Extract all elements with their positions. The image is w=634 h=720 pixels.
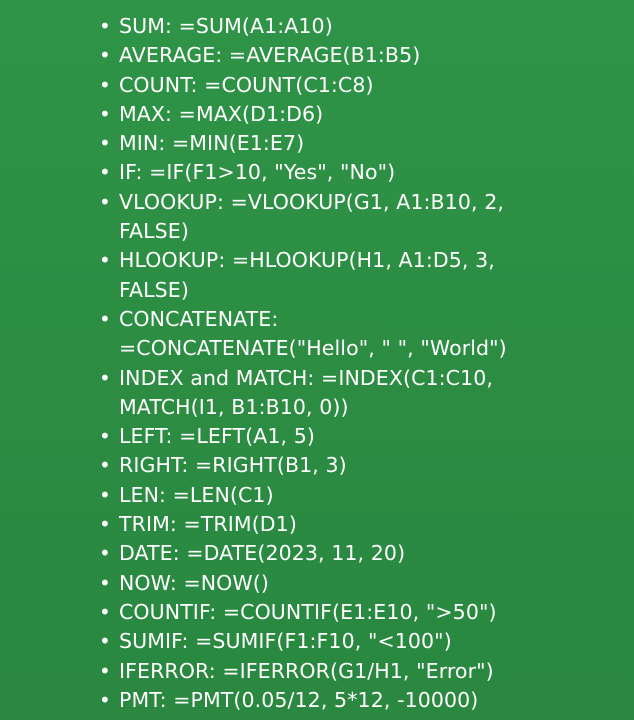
formula-text: IFERROR: =IFERROR(G1/H1, "Error") [119,658,494,683]
formula-text: DATE: =DATE(2023, 11, 20) [119,541,406,566]
bullet-icon: • [99,482,111,507]
bullet-icon: • [99,14,111,38]
formula-text: COUNTIF: =COUNTIF(E1:E10, ">50") [119,599,497,624]
list-item [96,451,616,480]
list-item [96,481,616,510]
formula-text: HLOOKUP: =HLOOKUP(H1, A1:D5, 3, [119,248,495,273]
bullet-icon: • [99,72,111,97]
list-item [96,188,616,247]
list-item [96,129,616,158]
formula-text: MAX: =MAX(D1:D6) [119,101,324,126]
formula-text: LEFT: =LEFT(A1, 5) [119,424,315,449]
list-item [96,510,616,539]
formula-text: NOW: =NOW() [119,570,269,595]
list-item [96,158,616,187]
bullet-icon: • [99,424,111,449]
list-item [96,686,616,715]
formula-text: AVERAGE: =AVERAGE(B1:B5) [119,43,421,68]
bullet-icon: • [99,189,111,214]
formula-text: CONCATENATE: [119,306,279,331]
formula-text-continued: =CONCATENATE("Hello", " ", "World") [119,336,507,361]
formula-list [96,12,616,715]
bullet-icon: • [99,453,111,478]
bullet-icon: • [99,160,111,185]
list-item [96,305,616,364]
bullet-icon: • [99,541,111,566]
bullet-icon: • [99,687,111,712]
bullet-icon: • [99,306,111,331]
formula-text: INDEX and MATCH: =INDEX(C1:C10, [119,365,493,390]
list-item [96,71,616,100]
bullet-icon: • [99,512,111,537]
bullet-icon: • [99,43,111,68]
list-item [96,569,616,598]
bullet-icon: • [99,365,111,390]
formula-text: SUM: =SUM(A1:A10) [119,14,333,38]
formula-text: SUMIF: =SUMIF(F1:F10, "<100") [119,629,452,654]
list-item [96,364,616,423]
formula-text: MIN: =MIN(E1:E7) [119,131,305,156]
formula-text: VLOOKUP: =VLOOKUP(G1, A1:B10, 2, [119,189,504,214]
formula-text: RIGHT: =RIGHT(B1, 3) [119,453,347,478]
formula-text: LEN: =LEN(C1) [119,482,274,507]
bullet-icon: • [99,658,111,683]
list-item [96,100,616,129]
bullet-icon: • [99,248,111,273]
list-item [96,12,616,41]
list-item [96,41,616,70]
formula-text-continued: MATCH(I1, B1:B10, 0)) [119,394,349,419]
list-item [96,246,616,305]
bullet-icon: • [99,131,111,156]
formula-text: PMT: =PMT(0.05/12, 5*12, -10000) [119,687,479,712]
formula-text: COUNT: =COUNT(C1:C8) [119,72,374,97]
list-item [96,657,616,686]
formula-text-continued: FALSE) [119,277,189,302]
bullet-icon: • [99,570,111,595]
formula-text: TRIM: =TRIM(D1) [119,512,297,537]
list-item [96,422,616,451]
list-item [96,627,616,656]
bullet-icon: • [99,599,111,624]
bullet-icon: • [99,629,111,654]
bullet-icon: • [99,101,111,126]
formula-text-continued: FALSE) [119,219,189,244]
list-item [96,539,616,568]
formula-text: IF: =IF(F1>10, "Yes", "No") [119,160,396,185]
list-item [96,598,616,627]
